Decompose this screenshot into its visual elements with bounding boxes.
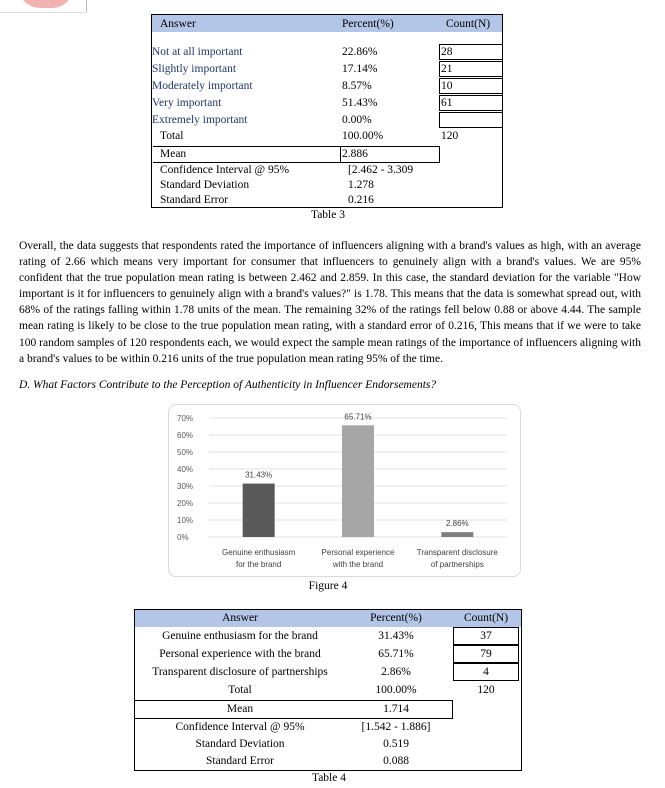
header-answer: Answer bbox=[160, 18, 196, 30]
header-count: Count(N) bbox=[446, 18, 491, 30]
category-label: Transparent disclosure bbox=[416, 548, 498, 557]
corner-divider bbox=[86, 0, 87, 12]
mean-value: 1.714 bbox=[383, 703, 409, 715]
data-label: 31.43% bbox=[245, 470, 273, 480]
row-count: 79 bbox=[480, 648, 492, 660]
se-value: 0.216 bbox=[348, 194, 374, 206]
category-label: Genuine enthusiasm bbox=[221, 548, 296, 557]
row-answer: Not at all important bbox=[152, 46, 243, 58]
y-tick-label: 40% bbox=[177, 465, 194, 474]
row-percent: 31.43% bbox=[378, 630, 414, 642]
sd-value: 1.278 bbox=[348, 179, 374, 191]
row-percent: 8.57% bbox=[342, 80, 372, 92]
total-label: Total bbox=[228, 684, 252, 696]
row-count: 4 bbox=[483, 666, 489, 678]
bar-chart bbox=[168, 404, 521, 577]
ci-value: [1.542 - 1.886] bbox=[361, 721, 431, 733]
header-percent: Percent(%) bbox=[370, 612, 422, 624]
row-count: 37 bbox=[480, 630, 492, 642]
chart-svg bbox=[169, 405, 522, 578]
sd-label: Standard Deviation bbox=[160, 179, 250, 191]
body-paragraph: Overall, the data suggests that respondents rated the importance of influencers aligning with a brand's values as high, with an average rating of 2.66 which means very important for consumer that influencers to genuinely align with a brand's values. We are 95% confident that the true population mean rating is between 2.462 and 2.859. In this case, the standard deviation for the variable "How important is it for influencers to genuinely align with a brand's values?" is 1.78. This means that the data is somewhat spread out, with 68% of the ratings falling within 1.78 units of the mean. The remaining 32% of the ratings fell below 0.88 or above 4.44. The sample mean rating is likely to be close to the true population mean rating, with a standard error of 0.216, This means that if we were to take 100 random samples of 120 respondents each, we would expect the sample mean ratings of the importance of influencers aligning with a brand's values to be within 0.216 units of the true population mean rating 95% of the time. bbox=[19, 240, 641, 365]
row-answer: Transparent disclosure of partnerships bbox=[152, 666, 328, 678]
se-label: Standard Error bbox=[160, 194, 229, 206]
row-count: 28 bbox=[439, 44, 503, 60]
mean-label: Mean bbox=[160, 148, 187, 160]
row-percent: 22.86% bbox=[342, 46, 378, 58]
table-3 bbox=[151, 14, 503, 208]
category-label: with the brand bbox=[332, 560, 384, 569]
se-label: Standard Error bbox=[205, 755, 275, 767]
bar bbox=[243, 484, 275, 537]
y-tick-label: 10% bbox=[177, 516, 194, 525]
bar bbox=[342, 425, 374, 537]
row-count bbox=[439, 112, 503, 128]
data-label: 2.86% bbox=[445, 519, 469, 529]
ci-label: Confidence Interval @ 95% bbox=[160, 164, 290, 176]
table-3-caption: Table 3 bbox=[310, 209, 345, 221]
section-heading: D. What Factors Contribute to the Perception of Authenticity in Influencer Endorsements? bbox=[19, 379, 437, 391]
ci-label: Confidence Interval @ 95% bbox=[175, 721, 305, 733]
row-percent: 17.14% bbox=[342, 63, 378, 75]
mean-value: 2.886 bbox=[342, 148, 368, 160]
total-count: 120 bbox=[477, 684, 495, 696]
corner-logo-fragment bbox=[18, 0, 74, 8]
corner-divider-horizontal bbox=[0, 12, 86, 13]
row-answer: Extremely important bbox=[152, 114, 248, 126]
header-percent: Percent(%) bbox=[342, 18, 394, 30]
category-label: Personal experience bbox=[321, 548, 395, 557]
mean-label: Mean bbox=[226, 703, 254, 715]
row-answer: Personal experience with the brand bbox=[159, 648, 321, 660]
row-answer: Slightly important bbox=[152, 63, 237, 75]
row-percent: 51.43% bbox=[342, 97, 378, 109]
row-count: 61 bbox=[439, 95, 503, 111]
row-answer: Genuine enthusiasm for the brand bbox=[162, 630, 318, 642]
row-count: 10 bbox=[439, 78, 503, 94]
header-count: Count(N) bbox=[463, 612, 509, 624]
total-percent: 100.00% bbox=[342, 130, 384, 142]
row-percent: 0.00% bbox=[342, 114, 372, 126]
table-4-caption: Table 4 bbox=[311, 772, 346, 784]
figure-4-caption: Figure 4 bbox=[308, 580, 348, 592]
total-count: 120 bbox=[441, 130, 459, 142]
y-tick-label: 60% bbox=[177, 431, 194, 440]
row-percent: 2.86% bbox=[381, 666, 411, 678]
sd-label: Standard Deviation bbox=[195, 738, 285, 750]
bar bbox=[441, 532, 473, 537]
data-label: 65.71% bbox=[344, 412, 372, 422]
category-label: of partnerships bbox=[430, 560, 484, 569]
total-label: Total bbox=[160, 130, 184, 142]
se-value: 0.088 bbox=[383, 755, 409, 767]
header-answer: Answer bbox=[222, 612, 258, 624]
y-tick-label: 30% bbox=[177, 482, 194, 491]
category-label: for the brand bbox=[235, 560, 282, 569]
y-tick-label: 70% bbox=[177, 414, 194, 423]
row-answer: Very important bbox=[152, 97, 222, 109]
total-percent: 100.00% bbox=[375, 684, 417, 696]
row-count: 21 bbox=[439, 61, 503, 77]
table-4 bbox=[134, 609, 522, 771]
sd-value: 0.519 bbox=[383, 738, 409, 750]
row-percent: 65.71% bbox=[378, 648, 414, 660]
row-answer: Moderately important bbox=[152, 80, 253, 92]
y-tick-label: 20% bbox=[177, 499, 194, 508]
ci-value: [2.462 - 3.309 bbox=[348, 164, 414, 176]
y-tick-label: 50% bbox=[177, 448, 194, 457]
y-tick-label: 0% bbox=[177, 533, 189, 542]
